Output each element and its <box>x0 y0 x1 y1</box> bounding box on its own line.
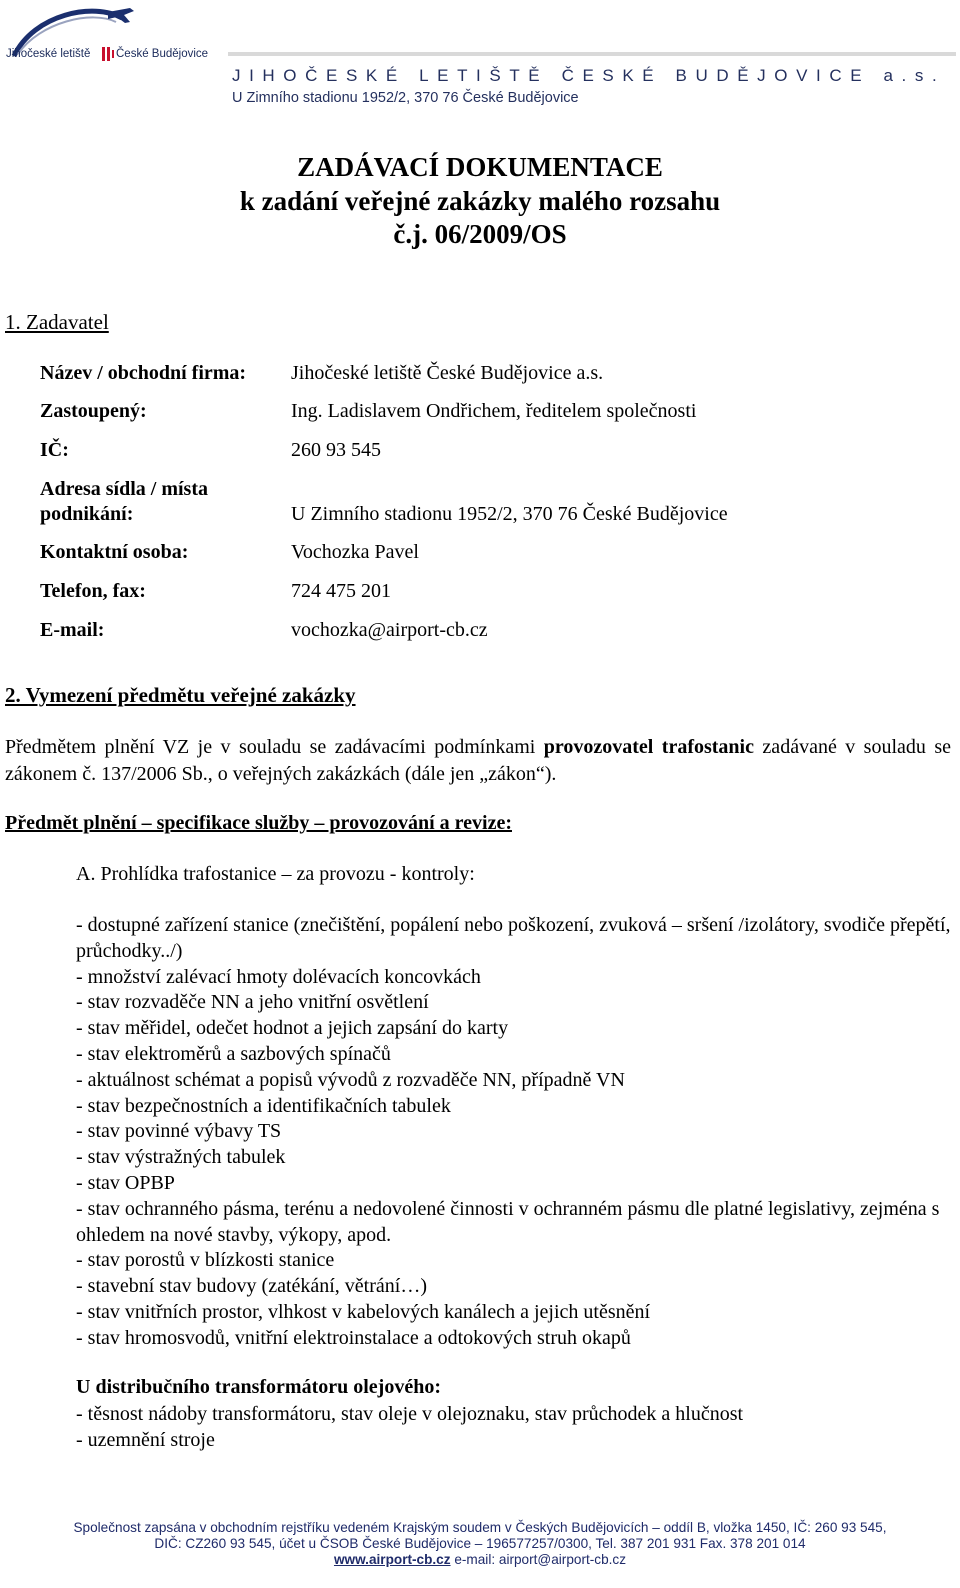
list-item: - stav porostů v blízkosti stanice <box>76 1249 335 1272</box>
list-item: - stav měřidel, odečet hodnot a jejich zapsání do karty <box>76 1017 509 1040</box>
value-email[interactable]: vochozka@airport-cb.cz <box>291 619 488 641</box>
label-represented: Zastoupený: <box>40 400 147 422</box>
logo-city-name: České Budějovice <box>116 48 209 60</box>
letterhead-company: JIHOČESKÉ LETIŠTĚ ČESKÉ BUDĚJOVICE a.s. <box>232 66 946 85</box>
airport-logo <box>4 4 224 94</box>
list-item: - stav elektroměrů a sazbových spínačů <box>76 1042 391 1065</box>
list-item: - těsnost nádoby transformátoru, stav oleje v olejoznaku, stav průchodek a hlučnost <box>76 1403 744 1425</box>
value-company-name: Jihočeské letiště České Budějovice a.s. <box>291 362 604 384</box>
list-item: - stav ochranného pásma, terénu a nedovolené činnosti v ochranném pásmu dle platné legislativy, zejména s ohledem na nové stavby, výkopy, apod. <box>76 1197 940 1246</box>
footer-email[interactable]: e-mail: airport@airport-cb.cz <box>454 1552 627 1567</box>
footer-registration: Společnost zapsána v obchodním rejstříku vedeném Krajským soudem v Českých Budějovicích – oddíl B, vložka 1450, IČ: 260 93 545, <box>73 1520 887 1535</box>
inspection-heading: A. Prohlídka trafostanice – za provozu - kontroly: <box>76 863 475 885</box>
document-subtitle: k zadání veřejné zakázky malého rozsahu <box>239 186 721 216</box>
label-contact: Kontaktní osoba: <box>40 541 189 563</box>
section-2-heading: 2. Vymezení předmětu veřejné zakázky <box>5 683 356 707</box>
paragraph-text-b: zadávané v souladu se zákonem č. 137/2006 Sb., o veřejných zakázkách (dále jen „zákon“). <box>5 736 951 785</box>
list-item: - stav bezpečnostních a identifikačních tabulek <box>76 1094 451 1117</box>
label-company-name: Název / obchodní firma: <box>40 362 247 384</box>
paragraph-text-a: Předmětem plnění VZ je v souladu se zadávacími podmínkami <box>5 736 544 758</box>
transformer-heading: U distribučního transformátoru olejového: <box>76 1376 441 1398</box>
value-phone: 724 475 201 <box>291 580 391 602</box>
footer-contacts <box>0 1552 960 1568</box>
label-phone: Telefon, fax: <box>40 580 146 602</box>
label-email: E-mail: <box>40 619 105 641</box>
inspection-list <box>76 913 952 1352</box>
list-item: - stavební stav budovy (zatékání, větrání…) <box>76 1275 427 1298</box>
list-item: - stav OPBP <box>76 1171 175 1194</box>
list-item: - množství zalévací hmoty dolévacích koncovkách <box>76 965 481 988</box>
value-ic: 260 93 545 <box>291 439 381 461</box>
list-item: - stav hromosvodů, vnitřní elektroinstalace a odtokových struh okapů <box>76 1326 631 1349</box>
document-title: ZADÁVACÍ DOKUMENTACE <box>297 152 663 182</box>
value-address: U Zimního stadionu 1952/2, 370 76 České Budějovice <box>291 503 728 525</box>
logo-airport-name: Jihočeské letiště <box>6 48 91 60</box>
header-divider <box>228 52 956 56</box>
list-item: - uzemnění stroje <box>76 1428 215 1451</box>
transformer-list <box>76 1402 952 1454</box>
section-2-paragraph <box>5 734 951 788</box>
value-represented: Ing. Ladislavem Ondřichem, ředitelem společnosti <box>291 400 697 422</box>
list-item: - stav povinné výbavy TS <box>76 1120 282 1143</box>
subject-subheading: Předmět plnění – specifikace služby – provozování a revize: <box>5 812 512 834</box>
paragraph-bold: provozovatel trafostanic <box>543 736 754 758</box>
label-ic: IČ: <box>40 439 69 461</box>
letterhead-address: U Zimního stadionu 1952/2, 370 76 České Budějovice <box>232 90 579 106</box>
footer-website-link[interactable]: www.airport-cb.cz <box>333 1552 451 1567</box>
list-item: - stav výstražných tabulek <box>76 1146 286 1169</box>
value-contact: Vochozka Pavel <box>291 541 419 563</box>
list-item: - stav rozvaděče NN a jeho vnitřní osvětlení <box>76 991 429 1014</box>
list-item: - stav vnitřních prostor, vlhkost v kabelových kanálech a jejich utěsnění <box>76 1300 651 1323</box>
label-address-line2: podnikání: <box>40 503 134 525</box>
document-reference: č.j. 06/2009/OS <box>393 219 567 249</box>
label-address-line1: Adresa sídla / místa <box>40 478 208 500</box>
list-item: - dostupné zařízení stanice (znečištění, popálení nebo poškození, zvuková – sršení /izolátory, svodiče přepětí, průchodky../) <box>76 914 951 962</box>
footer-bank: DIČ: CZ260 93 545, účet u ČSOB České Budějovice – 196577257/0300, Tel. 387 201 931 Fax. 378 201 014 <box>154 1536 806 1551</box>
section-1-heading: 1. Zadavatel <box>5 310 109 334</box>
list-item: - aktuálnost schémat a popisů vývodů z rozvaděče NN, případně VN <box>76 1068 625 1091</box>
